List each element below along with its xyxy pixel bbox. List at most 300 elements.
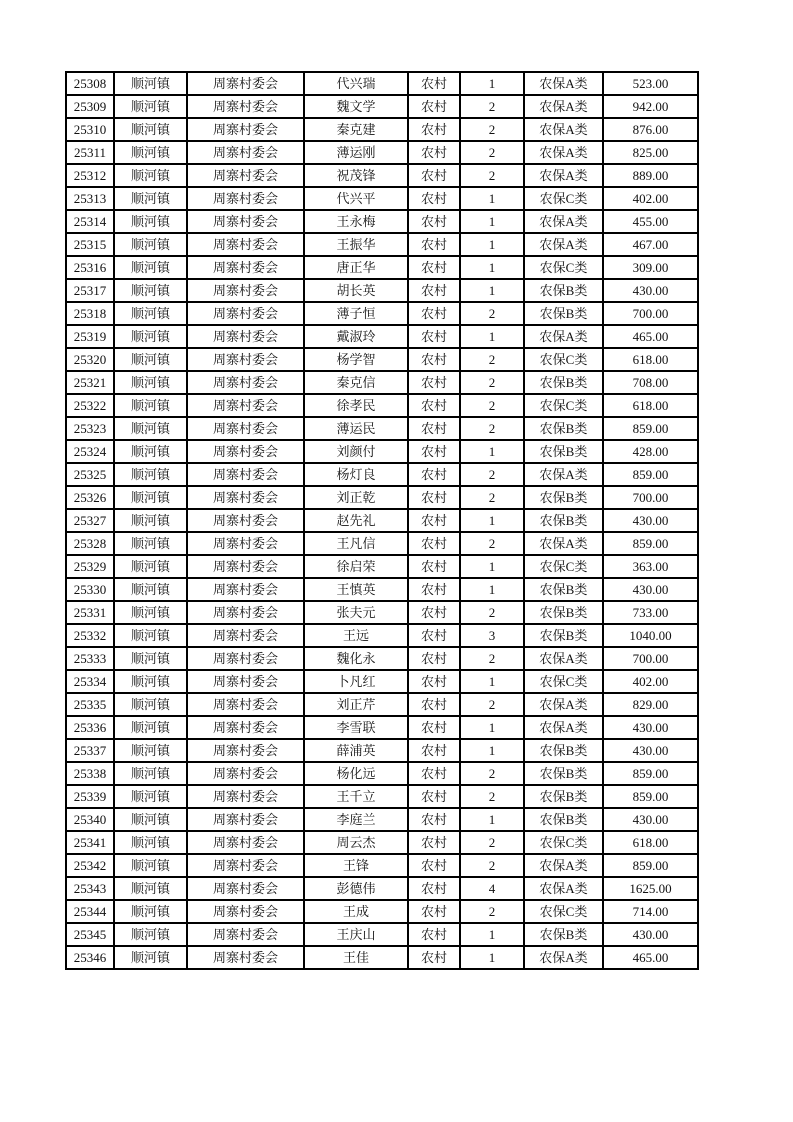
cell-name: 卜凡红 bbox=[304, 670, 408, 693]
cell-village: 周寨村委会 bbox=[187, 739, 304, 762]
cell-id: 25341 bbox=[66, 831, 114, 854]
cell-type: 农村 bbox=[408, 762, 460, 785]
cell-name: 唐正华 bbox=[304, 256, 408, 279]
cell-id: 25329 bbox=[66, 555, 114, 578]
cell-town: 顺河镇 bbox=[114, 256, 187, 279]
cell-category: 农保B类 bbox=[524, 578, 603, 601]
cell-category: 农保B类 bbox=[524, 624, 603, 647]
cell-town: 顺河镇 bbox=[114, 647, 187, 670]
cell-village: 周寨村委会 bbox=[187, 348, 304, 371]
cell-town: 顺河镇 bbox=[114, 532, 187, 555]
cell-id: 25340 bbox=[66, 808, 114, 831]
cell-count: 3 bbox=[460, 624, 524, 647]
cell-count: 2 bbox=[460, 371, 524, 394]
table-row bbox=[66, 463, 698, 486]
cell-id: 25333 bbox=[66, 647, 114, 670]
cell-name: 薄运民 bbox=[304, 417, 408, 440]
cell-id: 25330 bbox=[66, 578, 114, 601]
cell-village: 周寨村委会 bbox=[187, 325, 304, 348]
cell-town: 顺河镇 bbox=[114, 164, 187, 187]
cell-type: 农村 bbox=[408, 164, 460, 187]
cell-category: 农保A类 bbox=[524, 693, 603, 716]
table-row bbox=[66, 762, 698, 785]
cell-name: 徐孝民 bbox=[304, 394, 408, 417]
cell-name: 杨灯良 bbox=[304, 463, 408, 486]
cell-count: 2 bbox=[460, 785, 524, 808]
cell-type: 农村 bbox=[408, 739, 460, 762]
cell-name: 代兴瑞 bbox=[304, 72, 408, 95]
cell-name: 胡长英 bbox=[304, 279, 408, 302]
cell-town: 顺河镇 bbox=[114, 946, 187, 969]
table-row bbox=[66, 187, 698, 210]
cell-village: 周寨村委会 bbox=[187, 187, 304, 210]
table-row bbox=[66, 233, 698, 256]
cell-category: 农保A类 bbox=[524, 95, 603, 118]
cell-type: 农村 bbox=[408, 371, 460, 394]
cell-village: 周寨村委会 bbox=[187, 486, 304, 509]
cell-count: 1 bbox=[460, 946, 524, 969]
cell-name: 魏文学 bbox=[304, 95, 408, 118]
cell-town: 顺河镇 bbox=[114, 762, 187, 785]
cell-type: 农村 bbox=[408, 302, 460, 325]
cell-village: 周寨村委会 bbox=[187, 394, 304, 417]
cell-type: 农村 bbox=[408, 716, 460, 739]
cell-type: 农村 bbox=[408, 486, 460, 509]
table-row bbox=[66, 555, 698, 578]
cell-town: 顺河镇 bbox=[114, 486, 187, 509]
cell-village: 周寨村委会 bbox=[187, 233, 304, 256]
cell-type: 农村 bbox=[408, 279, 460, 302]
cell-village: 周寨村委会 bbox=[187, 509, 304, 532]
cell-count: 1 bbox=[460, 256, 524, 279]
cell-name: 薄子恒 bbox=[304, 302, 408, 325]
cell-id: 25318 bbox=[66, 302, 114, 325]
cell-amount: 523.00 bbox=[603, 72, 698, 95]
cell-count: 1 bbox=[460, 440, 524, 463]
cell-name: 周云杰 bbox=[304, 831, 408, 854]
cell-town: 顺河镇 bbox=[114, 348, 187, 371]
table-row bbox=[66, 325, 698, 348]
table-row bbox=[66, 716, 698, 739]
cell-name: 李庭兰 bbox=[304, 808, 408, 831]
cell-count: 1 bbox=[460, 716, 524, 739]
table-row bbox=[66, 348, 698, 371]
cell-category: 农保B类 bbox=[524, 762, 603, 785]
cell-village: 周寨村委会 bbox=[187, 141, 304, 164]
cell-amount: 430.00 bbox=[603, 923, 698, 946]
cell-type: 农村 bbox=[408, 831, 460, 854]
cell-id: 25326 bbox=[66, 486, 114, 509]
cell-count: 2 bbox=[460, 831, 524, 854]
cell-count: 2 bbox=[460, 532, 524, 555]
cell-town: 顺河镇 bbox=[114, 670, 187, 693]
cell-town: 顺河镇 bbox=[114, 325, 187, 348]
cell-count: 2 bbox=[460, 141, 524, 164]
cell-amount: 1625.00 bbox=[603, 877, 698, 900]
table-row bbox=[66, 72, 698, 95]
cell-town: 顺河镇 bbox=[114, 279, 187, 302]
cell-village: 周寨村委会 bbox=[187, 877, 304, 900]
cell-id: 25324 bbox=[66, 440, 114, 463]
cell-village: 周寨村委会 bbox=[187, 371, 304, 394]
cell-village: 周寨村委会 bbox=[187, 95, 304, 118]
cell-type: 农村 bbox=[408, 348, 460, 371]
table-row bbox=[66, 808, 698, 831]
table-row bbox=[66, 647, 698, 670]
records-table-body bbox=[66, 72, 698, 969]
cell-count: 1 bbox=[460, 210, 524, 233]
cell-amount: 430.00 bbox=[603, 808, 698, 831]
cell-type: 农村 bbox=[408, 233, 460, 256]
cell-id: 25322 bbox=[66, 394, 114, 417]
cell-amount: 708.00 bbox=[603, 371, 698, 394]
cell-count: 2 bbox=[460, 95, 524, 118]
cell-town: 顺河镇 bbox=[114, 463, 187, 486]
cell-name: 王佳 bbox=[304, 946, 408, 969]
cell-amount: 714.00 bbox=[603, 900, 698, 923]
cell-category: 农保C类 bbox=[524, 187, 603, 210]
cell-category: 农保B类 bbox=[524, 923, 603, 946]
cell-name: 徐启荣 bbox=[304, 555, 408, 578]
cell-id: 25346 bbox=[66, 946, 114, 969]
cell-village: 周寨村委会 bbox=[187, 785, 304, 808]
cell-town: 顺河镇 bbox=[114, 371, 187, 394]
cell-amount: 363.00 bbox=[603, 555, 698, 578]
table-row bbox=[66, 141, 698, 164]
cell-name: 刘正芹 bbox=[304, 693, 408, 716]
cell-village: 周寨村委会 bbox=[187, 693, 304, 716]
cell-name: 薛浦英 bbox=[304, 739, 408, 762]
cell-count: 1 bbox=[460, 325, 524, 348]
cell-name: 赵先礼 bbox=[304, 509, 408, 532]
cell-amount: 859.00 bbox=[603, 854, 698, 877]
cell-village: 周寨村委会 bbox=[187, 256, 304, 279]
cell-count: 1 bbox=[460, 555, 524, 578]
cell-id: 25327 bbox=[66, 509, 114, 532]
table-row bbox=[66, 302, 698, 325]
cell-name: 祝茂锋 bbox=[304, 164, 408, 187]
cell-town: 顺河镇 bbox=[114, 440, 187, 463]
cell-village: 周寨村委会 bbox=[187, 463, 304, 486]
cell-village: 周寨村委会 bbox=[187, 72, 304, 95]
cell-category: 农保B类 bbox=[524, 785, 603, 808]
cell-village: 周寨村委会 bbox=[187, 762, 304, 785]
cell-count: 1 bbox=[460, 578, 524, 601]
cell-town: 顺河镇 bbox=[114, 417, 187, 440]
cell-category: 农保A类 bbox=[524, 210, 603, 233]
cell-id: 25325 bbox=[66, 463, 114, 486]
cell-name: 王远 bbox=[304, 624, 408, 647]
cell-count: 2 bbox=[460, 394, 524, 417]
cell-id: 25332 bbox=[66, 624, 114, 647]
cell-id: 25336 bbox=[66, 716, 114, 739]
cell-type: 农村 bbox=[408, 440, 460, 463]
cell-type: 农村 bbox=[408, 923, 460, 946]
cell-id: 25342 bbox=[66, 854, 114, 877]
cell-name: 彭德伟 bbox=[304, 877, 408, 900]
cell-amount: 700.00 bbox=[603, 486, 698, 509]
table-row bbox=[66, 831, 698, 854]
cell-town: 顺河镇 bbox=[114, 187, 187, 210]
cell-category: 农保A类 bbox=[524, 463, 603, 486]
table-row bbox=[66, 164, 698, 187]
cell-name: 王振华 bbox=[304, 233, 408, 256]
cell-id: 25334 bbox=[66, 670, 114, 693]
cell-amount: 733.00 bbox=[603, 601, 698, 624]
cell-id: 25313 bbox=[66, 187, 114, 210]
table-row bbox=[66, 532, 698, 555]
cell-category: 农保B类 bbox=[524, 808, 603, 831]
cell-type: 农村 bbox=[408, 141, 460, 164]
cell-village: 周寨村委会 bbox=[187, 854, 304, 877]
table-row bbox=[66, 371, 698, 394]
table-row bbox=[66, 210, 698, 233]
cell-amount: 618.00 bbox=[603, 831, 698, 854]
cell-name: 魏化永 bbox=[304, 647, 408, 670]
table-row bbox=[66, 486, 698, 509]
cell-name: 戴淑玲 bbox=[304, 325, 408, 348]
cell-type: 农村 bbox=[408, 624, 460, 647]
cell-id: 25328 bbox=[66, 532, 114, 555]
cell-id: 25319 bbox=[66, 325, 114, 348]
cell-count: 4 bbox=[460, 877, 524, 900]
cell-type: 农村 bbox=[408, 187, 460, 210]
cell-id: 25320 bbox=[66, 348, 114, 371]
cell-village: 周寨村委会 bbox=[187, 440, 304, 463]
table-row bbox=[66, 877, 698, 900]
cell-category: 农保A类 bbox=[524, 946, 603, 969]
table-row bbox=[66, 854, 698, 877]
cell-amount: 430.00 bbox=[603, 279, 698, 302]
cell-amount: 309.00 bbox=[603, 256, 698, 279]
cell-village: 周寨村委会 bbox=[187, 279, 304, 302]
cell-village: 周寨村委会 bbox=[187, 302, 304, 325]
cell-town: 顺河镇 bbox=[114, 509, 187, 532]
cell-amount: 618.00 bbox=[603, 394, 698, 417]
cell-count: 1 bbox=[460, 72, 524, 95]
cell-count: 1 bbox=[460, 923, 524, 946]
cell-count: 2 bbox=[460, 348, 524, 371]
cell-category: 农保A类 bbox=[524, 716, 603, 739]
cell-name: 杨化远 bbox=[304, 762, 408, 785]
cell-name: 秦克建 bbox=[304, 118, 408, 141]
cell-village: 周寨村委会 bbox=[187, 624, 304, 647]
cell-village: 周寨村委会 bbox=[187, 118, 304, 141]
cell-count: 2 bbox=[460, 693, 524, 716]
cell-category: 农保C类 bbox=[524, 831, 603, 854]
cell-amount: 859.00 bbox=[603, 532, 698, 555]
cell-count: 2 bbox=[460, 601, 524, 624]
cell-category: 农保A类 bbox=[524, 532, 603, 555]
cell-name: 王凡信 bbox=[304, 532, 408, 555]
cell-amount: 430.00 bbox=[603, 509, 698, 532]
cell-amount: 859.00 bbox=[603, 417, 698, 440]
cell-name: 刘正乾 bbox=[304, 486, 408, 509]
cell-type: 农村 bbox=[408, 417, 460, 440]
table-row bbox=[66, 624, 698, 647]
cell-type: 农村 bbox=[408, 463, 460, 486]
cell-count: 1 bbox=[460, 808, 524, 831]
table-row bbox=[66, 785, 698, 808]
cell-name: 张夫元 bbox=[304, 601, 408, 624]
cell-category: 农保C类 bbox=[524, 348, 603, 371]
cell-type: 农村 bbox=[408, 693, 460, 716]
cell-name: 王千立 bbox=[304, 785, 408, 808]
cell-id: 25335 bbox=[66, 693, 114, 716]
cell-amount: 618.00 bbox=[603, 348, 698, 371]
cell-count: 1 bbox=[460, 509, 524, 532]
cell-amount: 430.00 bbox=[603, 739, 698, 762]
cell-type: 农村 bbox=[408, 946, 460, 969]
cell-amount: 465.00 bbox=[603, 325, 698, 348]
cell-amount: 859.00 bbox=[603, 463, 698, 486]
cell-town: 顺河镇 bbox=[114, 785, 187, 808]
cell-village: 周寨村委会 bbox=[187, 831, 304, 854]
cell-id: 25310 bbox=[66, 118, 114, 141]
cell-town: 顺河镇 bbox=[114, 854, 187, 877]
table-row bbox=[66, 693, 698, 716]
cell-village: 周寨村委会 bbox=[187, 210, 304, 233]
cell-id: 25345 bbox=[66, 923, 114, 946]
cell-town: 顺河镇 bbox=[114, 555, 187, 578]
cell-type: 农村 bbox=[408, 555, 460, 578]
cell-type: 农村 bbox=[408, 509, 460, 532]
cell-id: 25338 bbox=[66, 762, 114, 785]
cell-id: 25314 bbox=[66, 210, 114, 233]
table-row bbox=[66, 256, 698, 279]
cell-town: 顺河镇 bbox=[114, 877, 187, 900]
cell-type: 农村 bbox=[408, 670, 460, 693]
cell-type: 农村 bbox=[408, 601, 460, 624]
cell-type: 农村 bbox=[408, 647, 460, 670]
cell-count: 2 bbox=[460, 164, 524, 187]
cell-category: 农保A类 bbox=[524, 141, 603, 164]
cell-id: 25323 bbox=[66, 417, 114, 440]
cell-category: 农保B类 bbox=[524, 739, 603, 762]
cell-category: 农保A类 bbox=[524, 877, 603, 900]
cell-town: 顺河镇 bbox=[114, 808, 187, 831]
cell-name: 王庆山 bbox=[304, 923, 408, 946]
table-row bbox=[66, 900, 698, 923]
cell-category: 农保B类 bbox=[524, 601, 603, 624]
table-row bbox=[66, 417, 698, 440]
table-row bbox=[66, 279, 698, 302]
cell-town: 顺河镇 bbox=[114, 72, 187, 95]
cell-village: 周寨村委会 bbox=[187, 808, 304, 831]
cell-amount: 402.00 bbox=[603, 670, 698, 693]
cell-id: 25316 bbox=[66, 256, 114, 279]
cell-category: 农保A类 bbox=[524, 325, 603, 348]
cell-town: 顺河镇 bbox=[114, 716, 187, 739]
cell-id: 25337 bbox=[66, 739, 114, 762]
cell-town: 顺河镇 bbox=[114, 739, 187, 762]
cell-category: 农保A类 bbox=[524, 233, 603, 256]
cell-id: 25308 bbox=[66, 72, 114, 95]
cell-category: 农保A类 bbox=[524, 164, 603, 187]
cell-id: 25315 bbox=[66, 233, 114, 256]
cell-name: 王永梅 bbox=[304, 210, 408, 233]
cell-type: 农村 bbox=[408, 785, 460, 808]
table-row bbox=[66, 95, 698, 118]
table-row bbox=[66, 923, 698, 946]
cell-category: 农保A类 bbox=[524, 118, 603, 141]
cell-count: 2 bbox=[460, 463, 524, 486]
table-row bbox=[66, 118, 698, 141]
cell-name: 王成 bbox=[304, 900, 408, 923]
cell-id: 25317 bbox=[66, 279, 114, 302]
cell-id: 25309 bbox=[66, 95, 114, 118]
cell-count: 2 bbox=[460, 417, 524, 440]
cell-category: 农保B类 bbox=[524, 509, 603, 532]
cell-amount: 829.00 bbox=[603, 693, 698, 716]
cell-count: 2 bbox=[460, 647, 524, 670]
cell-amount: 700.00 bbox=[603, 302, 698, 325]
cell-name: 秦克信 bbox=[304, 371, 408, 394]
cell-amount: 942.00 bbox=[603, 95, 698, 118]
cell-name: 代兴平 bbox=[304, 187, 408, 210]
table-row bbox=[66, 739, 698, 762]
cell-name: 杨学智 bbox=[304, 348, 408, 371]
cell-type: 农村 bbox=[408, 118, 460, 141]
cell-category: 农保A类 bbox=[524, 854, 603, 877]
cell-category: 农保B类 bbox=[524, 417, 603, 440]
cell-count: 1 bbox=[460, 187, 524, 210]
cell-category: 农保B类 bbox=[524, 302, 603, 325]
cell-type: 农村 bbox=[408, 808, 460, 831]
table-row bbox=[66, 946, 698, 969]
cell-id: 25344 bbox=[66, 900, 114, 923]
cell-town: 顺河镇 bbox=[114, 578, 187, 601]
table-row bbox=[66, 509, 698, 532]
cell-category: 农保A类 bbox=[524, 647, 603, 670]
cell-type: 农村 bbox=[408, 210, 460, 233]
cell-count: 1 bbox=[460, 739, 524, 762]
cell-type: 农村 bbox=[408, 325, 460, 348]
cell-category: 农保B类 bbox=[524, 440, 603, 463]
cell-amount: 430.00 bbox=[603, 578, 698, 601]
cell-town: 顺河镇 bbox=[114, 693, 187, 716]
cell-town: 顺河镇 bbox=[114, 233, 187, 256]
cell-village: 周寨村委会 bbox=[187, 900, 304, 923]
cell-category: 农保C类 bbox=[524, 555, 603, 578]
cell-name: 王慎英 bbox=[304, 578, 408, 601]
cell-category: 农保B类 bbox=[524, 279, 603, 302]
cell-village: 周寨村委会 bbox=[187, 417, 304, 440]
cell-village: 周寨村委会 bbox=[187, 578, 304, 601]
cell-amount: 1040.00 bbox=[603, 624, 698, 647]
cell-town: 顺河镇 bbox=[114, 210, 187, 233]
cell-count: 2 bbox=[460, 854, 524, 877]
table-row bbox=[66, 670, 698, 693]
cell-id: 25339 bbox=[66, 785, 114, 808]
cell-village: 周寨村委会 bbox=[187, 670, 304, 693]
table-row bbox=[66, 394, 698, 417]
cell-village: 周寨村委会 bbox=[187, 555, 304, 578]
cell-type: 农村 bbox=[408, 256, 460, 279]
cell-amount: 859.00 bbox=[603, 785, 698, 808]
cell-name: 王锋 bbox=[304, 854, 408, 877]
cell-category: 农保B类 bbox=[524, 486, 603, 509]
cell-town: 顺河镇 bbox=[114, 900, 187, 923]
cell-id: 25312 bbox=[66, 164, 114, 187]
cell-amount: 859.00 bbox=[603, 762, 698, 785]
cell-count: 2 bbox=[460, 900, 524, 923]
cell-amount: 430.00 bbox=[603, 716, 698, 739]
cell-town: 顺河镇 bbox=[114, 624, 187, 647]
cell-name: 刘颜付 bbox=[304, 440, 408, 463]
cell-count: 1 bbox=[460, 233, 524, 256]
cell-amount: 428.00 bbox=[603, 440, 698, 463]
